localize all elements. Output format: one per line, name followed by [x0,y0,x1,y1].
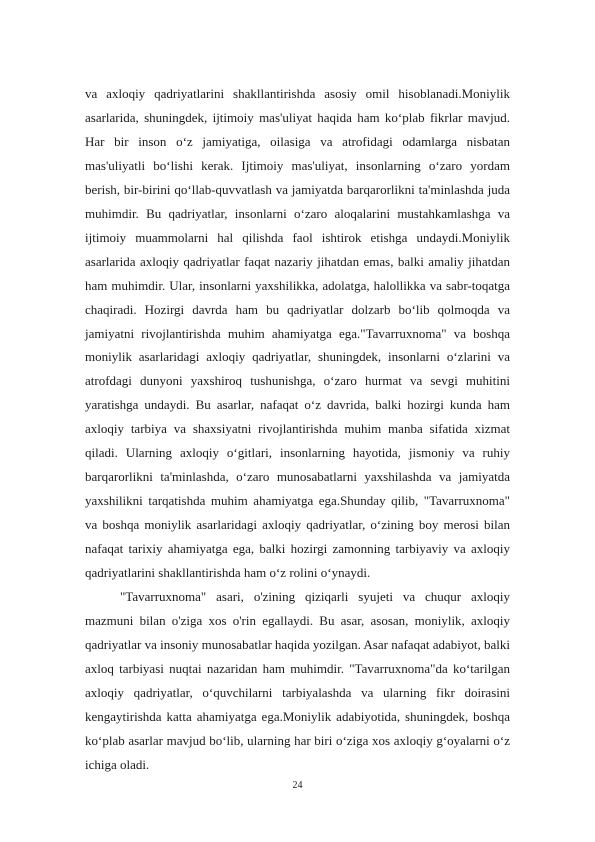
body-text [85,82,510,777]
paragraph-1: va axloqiy qadriyatlarini shakllantirishda asosiy omil hisoblanadi.Moniylik asarlarida, shuningdek, ijtimoiy mas'uliyat haqida ham ko‘plab fikrlar mavjud. Har bir inson o‘z jamiyatiga, oilasiga va atrofidagi odamlarga nisbatan mas'uliyatli bo‘lishi kerak. Ijtimoiy mas'uliyat, insonlarning o‘zaro yordam berish, bir-birini qo‘llab-quvvatlash va jamiyatda barqarorlikni ta'minlashda juda muhimdir. Bu qadriyatlar, insonlarni o‘zaro aloqalarini mustahkamlashga va ijtimoiy muammolarni hal qilishda faol ishtirok etishga undaydi.Moniylik asarlarida axloqiy qadriyatlar faqat nazariy jihatdan emas, balki amaliy jihatdan ham muhimdir. Ular, insonlarni yaxshilikka, adolatga, halollikka va sabr-toqatga chaqiradi. Hozirgi davrda ham bu qadriyatlar dolzarb bo‘lib qolmoqda va jamiyatni rivojlantirishda muhim ahamiyatga ega."Tavarruxnoma" va boshqa moniylik asarlaridagi axloqiy qadriyatlar, shuningdek, insonlarni o‘zlarini va atrofdagi dunyoni yaxshiroq tushunishga, o‘zaro hurmat va sevgi muhitini yaratishga undaydi. Bu asarlar, nafaqat o‘z davrida, balki hozirgi kunda ham axloqiy tarbiya va shaxsiyatni rivojlantirishda muhim manba sifatida xizmat qiladi. Ularning axloqiy o‘gitlari, insonlarning hayotida, jismoniy va ruhiy barqarorlikni ta'minlashda, o‘zaro munosabatlarni yaxshilashda va jamiyatda yaxshilikni tarqatishda muhim ahamiyatga ega.Shunday qilib, "Tavarruxnoma" va boshqa moniylik asarlaridagi axloqiy qadriyatlar, o‘zining boy merosi bilan nafaqat tarixiy ahamiyatga ega, balki hozirgi zamonning tarbiyaviy va axloqiy qadriyatlarini shakllantirishda ham o‘z rolini o‘ynaydi. [85,86,510,581]
page-number: 24 [292,780,303,791]
paragraph-2: "Tavarruxnoma" asari, o'zining qiziqarli syujeti va chuqur axloqiy mazmuni bilan o'ziga xos o'rin egallaydi. Bu asar, asosan, moniylik, axloqiy qadriyatlar va insoniy munosabatlar haqida yozilgan. Asar nafaqat adabiyot, balki axloq tarbiyasi nuqtai nazaridan ham muhimdir. "Tavarruxnoma"da ko‘tarilgan axloqiy qadriyatlar, o‘quvchilarni tarbiyalashda va ularning fikr doirasini kengaytirishda katta ahamiyatga ega.Moniylik adabiyotida, shuningdek, boshqa ko‘plab asarlar mavjud bo‘lib, ularning har biri o‘ziga xos axloqiy g‘oyalarni o‘z ichiga oladi. [85,589,510,772]
